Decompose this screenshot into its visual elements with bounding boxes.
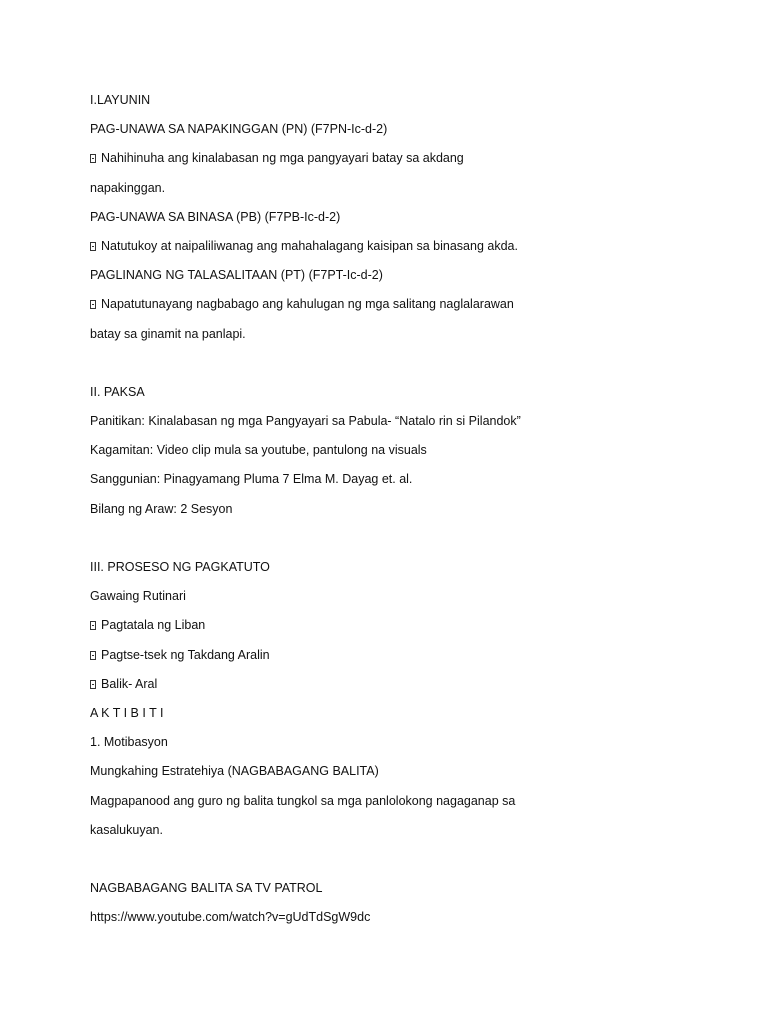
paksa-bilang-ng-araw: Bilang ng Araw: 2 Sesyon [90,501,233,516]
balita-heading: NAGBABAGANG BALITA SA TV PATROL [90,881,323,896]
spacer [90,524,730,553]
paksa-kagamitan: Kagamitan: Video clip mula sa youtube, pantulong na visuals [90,443,427,458]
aktibiti-heading: A K T I B I T I [90,705,164,720]
paksa-sanggunian: Sanggunian: Pinagyamang Pluma 7 Elma M. Dayag et. al. [90,472,413,487]
section-heading-layunin: I.LAYUNIN [90,93,151,107]
bullet-item-pt [90,290,730,319]
section-heading-proseso: III. PROSESO NG PAGKATUTO [90,560,270,574]
bullet-box-icon [90,300,96,309]
bullet-text: Natutukoy at naipaliliwanag ang mahahalagang kaisipan sa binasang akda. [101,238,518,253]
section-heading-paksa: II. PAKSA [90,384,145,399]
balita-url: https://www.youtube.com/watch?v=gUdTdSgW9dc [90,910,371,925]
paglalarawan-continuation: kasalukuyan. [90,822,163,837]
spacer [90,845,730,874]
bullet-continuation-pn: napakinggan. [90,180,166,195]
motibasyon-heading: 1. Motibasyon [90,735,168,750]
bullet-box-icon [90,651,96,660]
bullet-item-pb [90,232,730,261]
subheading-pb: PAG-UNAWA SA BINASA (PB) (F7PB-Ic-d-2) [90,209,341,224]
rutinari-item [90,670,730,699]
bullet-box-icon [90,680,96,689]
subheading-pt: PAGLINANG NG TALASALITAAN (PT) (F7PT-Ic-d-2) [90,268,383,283]
bullet-text: Balik- Aral [101,676,158,691]
rutinari-item [90,641,730,670]
paglalarawan-text: Magpapanood ang guro ng balita tungkol sa mga panlolokong nagaganap sa [90,793,516,808]
bullet-text: Pagtse-tsek ng Takdang Aralin [101,647,270,662]
bullet-text: Pagtatala ng Liban [101,618,206,633]
bullet-text: Nahihinuha ang kinalabasan ng mga pangyayari batay sa akdang [101,151,464,166]
paksa-panitikan: Panitikan: Kinalabasan ng mga Pangyayari sa Pabula- “Natalo rin si Pilandok” [90,414,521,429]
bullet-box-icon [90,242,96,251]
rutinari-item [90,611,730,640]
bullet-item-pn [90,144,730,173]
estratehiya-text: Mungkahing Estratehiya (NAGBABAGANG BALITA) [90,764,379,779]
bullet-box-icon [90,621,96,630]
bullet-continuation-pt: batay sa ginamit na panlapi. [90,326,246,341]
gawaing-rutinari-label: Gawaing Rutinari [90,589,186,604]
bullet-box-icon [90,154,96,163]
spacer [90,349,730,378]
subheading-pn: PAG-UNAWA SA NAPAKINGGAN (PN) (F7PN-Ic-d-2) [90,122,388,137]
bullet-text: Napatutunayang nagbabago ang kahulugan ng mga salitang naglalarawan [101,297,514,312]
document-page [90,86,730,932]
